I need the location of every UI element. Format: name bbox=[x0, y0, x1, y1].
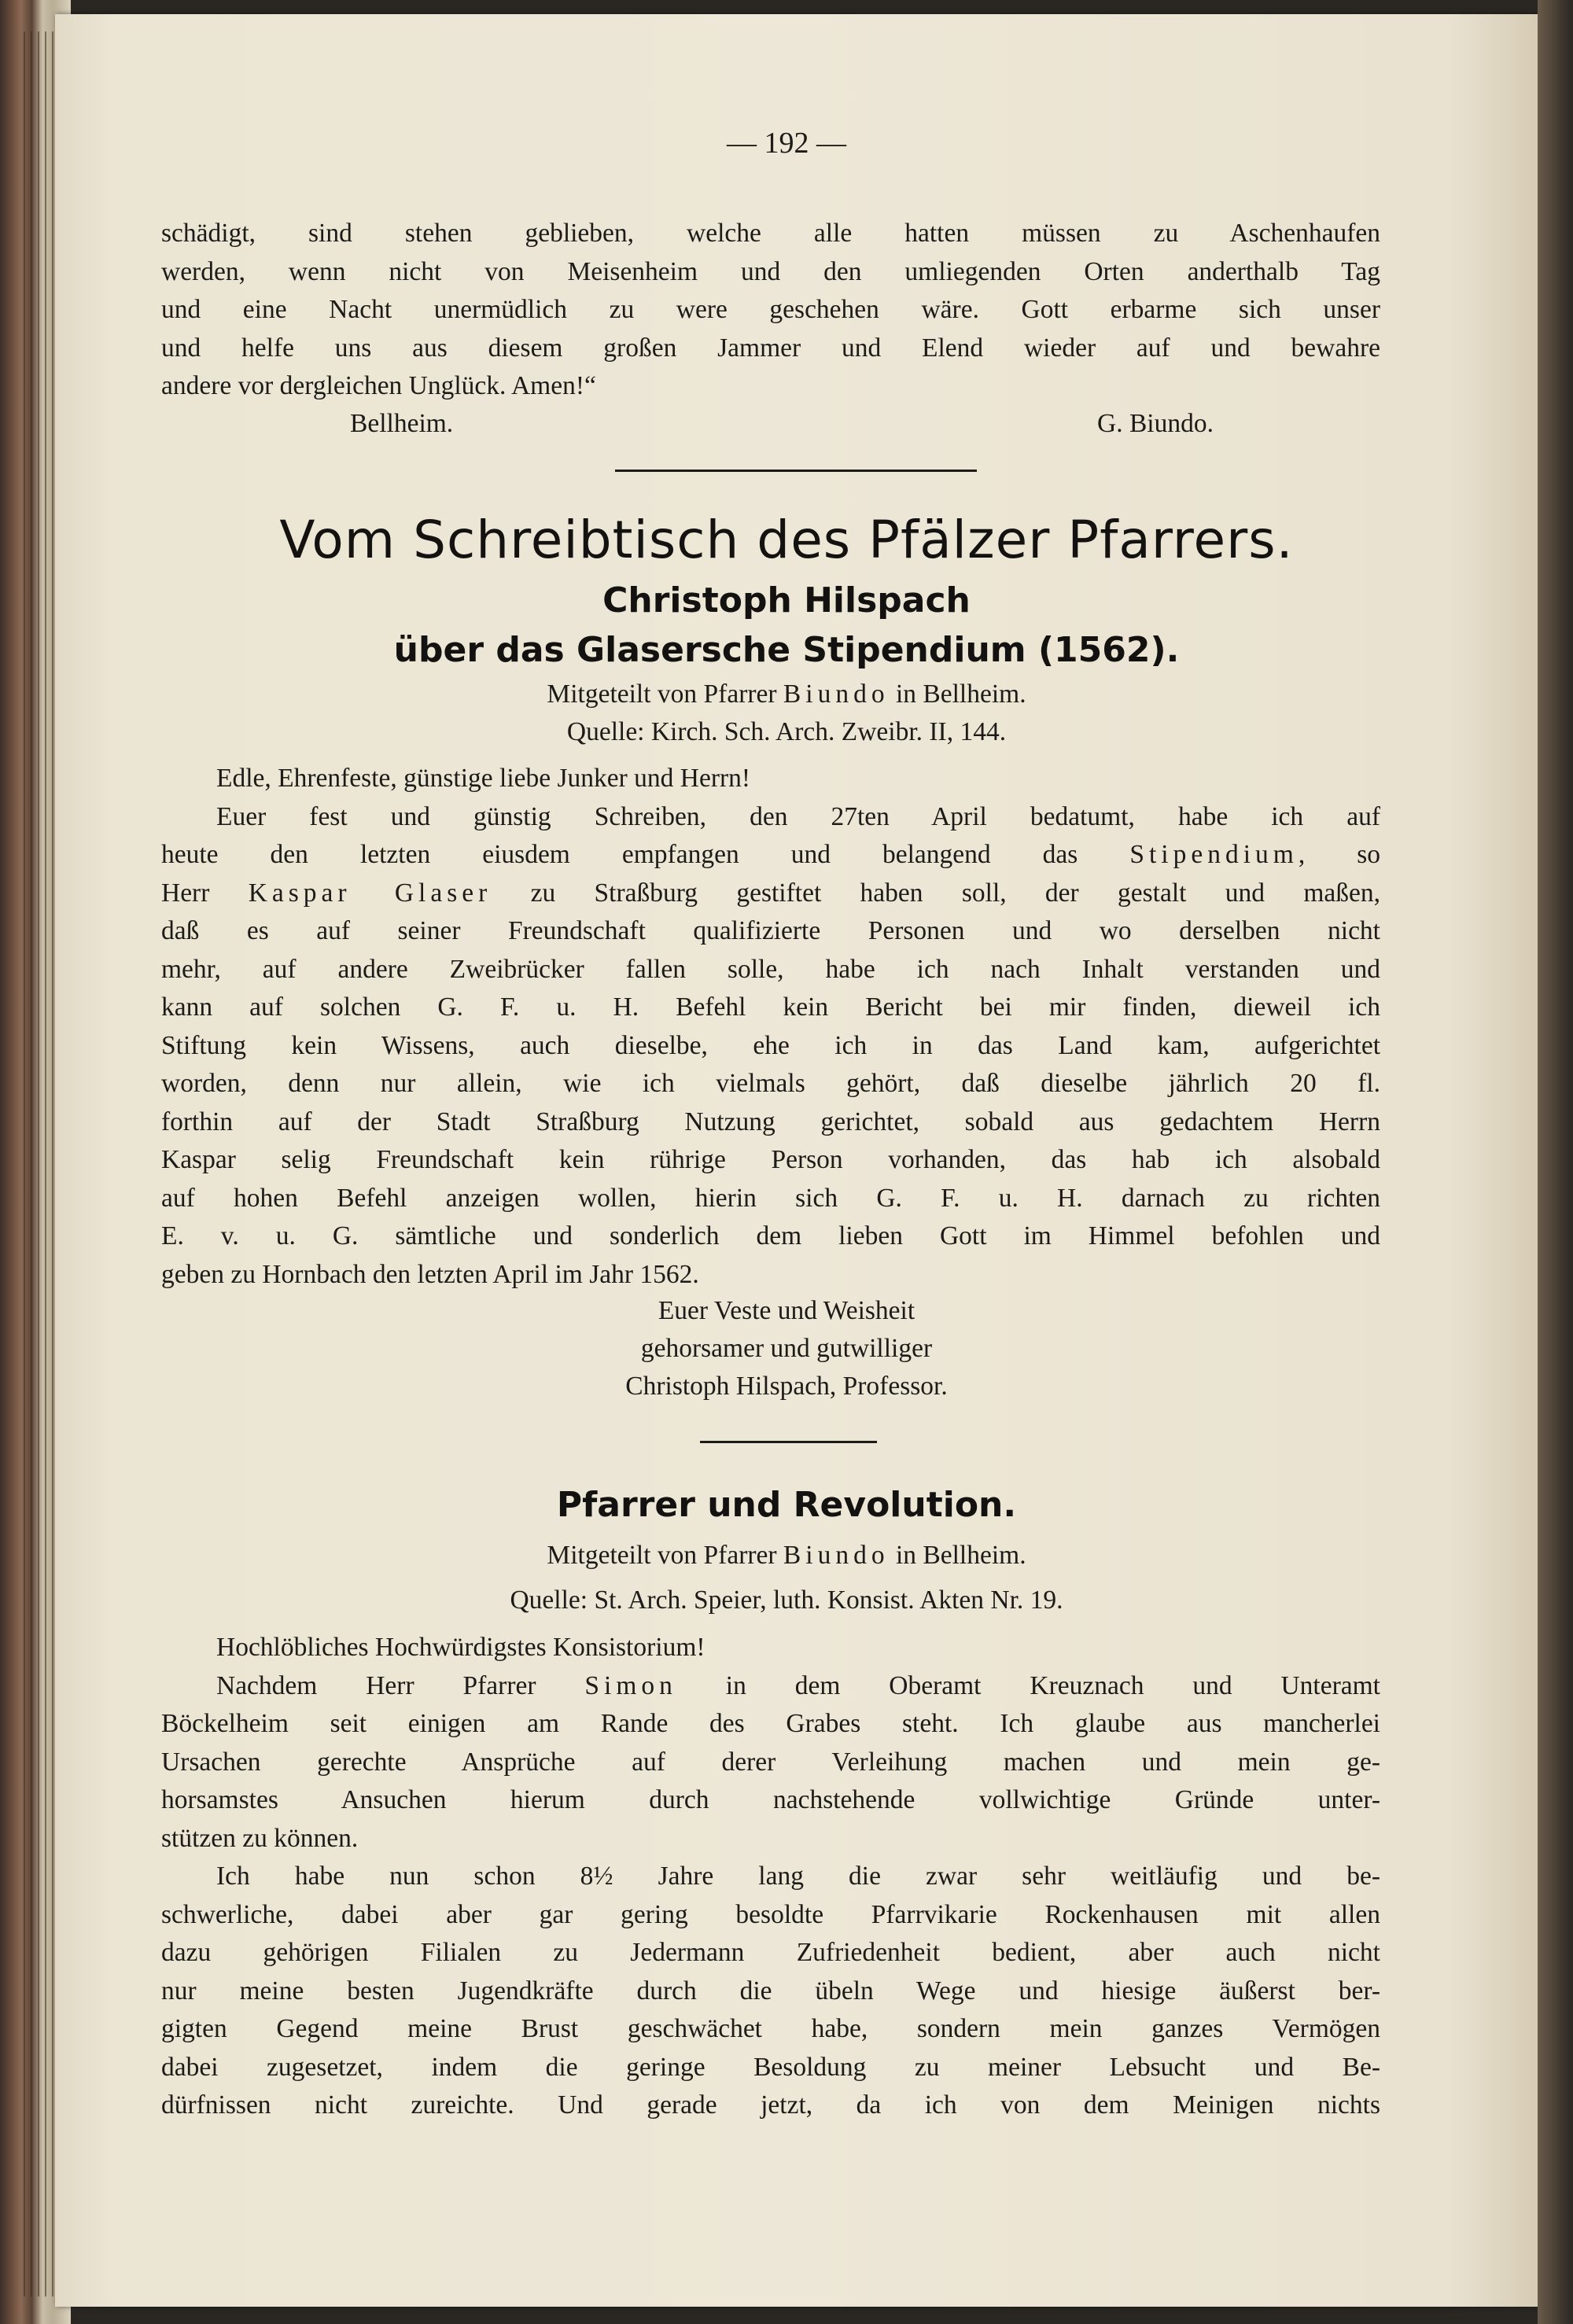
text-line: nur meine besten Jugendkräfte durch die übeln Wege und hiesige äußerst ber- bbox=[161, 1976, 1380, 2005]
text-line: horsamstes Ansuchen hierum durch nachstehende vollwichtige Gründe unter- bbox=[161, 1785, 1380, 1814]
text-span: Herr bbox=[161, 878, 249, 908]
page-number: — 192 — bbox=[727, 127, 846, 160]
spaced-word: Stipendium bbox=[1129, 840, 1299, 869]
contributed-suffix: in Bellheim. bbox=[889, 680, 1026, 709]
text-line: forthin auf der Stadt Straßburg Nutzung gerichtet, sobald aus gedachtem Herrn bbox=[161, 1107, 1380, 1136]
text-line: gigten Gegend meine Brust geschwächet habe, sondern mein ganzes Vermögen bbox=[161, 2014, 1380, 2043]
text-line: andere vor dergleichen Unglück. Amen!“ bbox=[161, 371, 596, 400]
text-line: auf hohen Befehl anzeigen wollen, hierin sich G. F. u. H. darnach zu richten bbox=[161, 1183, 1380, 1213]
article1-body bbox=[161, 760, 1380, 1294]
text-line: geben zu Hornbach den letzten April im Jahr 1562. bbox=[161, 1259, 699, 1289]
divider-rule bbox=[615, 470, 977, 472]
text-line: werden, wenn nicht von Meisenheim und den umliegenden Orten anderthalb Tag bbox=[161, 256, 1380, 286]
text-line bbox=[161, 875, 1380, 913]
contributed-by bbox=[0, 680, 1573, 709]
article2-body bbox=[161, 1629, 1380, 2125]
text-line: und eine Nacht unermüdlich zu were geschehen wäre. Gott erbarme sich unser bbox=[161, 295, 1380, 324]
signature-name: G. Biundo. bbox=[1097, 409, 1214, 438]
contributed-prefix: Mitgeteilt von Pfarrer bbox=[547, 1541, 783, 1570]
text-line: Euer fest und günstig Schreiben, den 27ten April bedatumt, habe ich auf bbox=[216, 801, 1380, 831]
spaced-word: Simon bbox=[584, 1670, 677, 1700]
article-title-line1: Christoph Hilspach bbox=[602, 580, 971, 621]
text-span: , so bbox=[1298, 840, 1380, 869]
salutation: Hochlöbliches Hochwürdigstes Konsistorium! bbox=[216, 1633, 705, 1662]
text-line: dazu gehörigen Filialen zu Jedermann Zufriedenheit bedient, aber auch nicht bbox=[161, 1938, 1380, 1967]
text-line bbox=[161, 836, 1380, 875]
source-line: Quelle: Kirch. Sch. Arch. Zweibr. II, 144. bbox=[566, 717, 1007, 746]
right-shadow bbox=[1538, 0, 1573, 2324]
text-line bbox=[161, 1667, 1380, 1706]
text-line: schädigt, sind stehen geblieben, welche alle hatten müssen zu Aschenhaufen bbox=[161, 219, 1380, 248]
contributed-prefix: Mitgeteilt von Pfarrer bbox=[547, 680, 783, 709]
text-span: Nachdem Herr Pfarrer bbox=[216, 1670, 585, 1700]
text-line: daß es auf seiner Freundschaft qualifizierte Personen und wo derselben nicht bbox=[161, 916, 1380, 945]
contributed-by bbox=[0, 1541, 1573, 1571]
contributor-name: Biundo bbox=[783, 680, 890, 709]
contributor-name: Biundo bbox=[783, 1541, 890, 1570]
text-line: Kaspar selig Freundschaft kein rührige Person vorhanden, das hab ich alsobald bbox=[161, 1145, 1380, 1174]
text-span: in dem Oberamt Kreuznach und Unteramt bbox=[676, 1670, 1380, 1700]
text-line: und helfe uns aus diesem großen Jammer und Elend wieder auf und bewahre bbox=[161, 333, 1380, 363]
text-line: worden, denn nur allein, wie ich vielmals gehört, daß dieselbe jährlich 20 fl. bbox=[161, 1069, 1380, 1098]
signature-place: Bellheim. bbox=[350, 409, 454, 438]
source-line: Quelle: St. Arch. Speier, luth. Konsist. Akten Nr. 19. bbox=[510, 1586, 1063, 1615]
section-title: Vom Schreibtisch des Pfälzer Pfarrers. bbox=[279, 510, 1294, 570]
article-title-line2: über das Glasersche Stipendium (1562). bbox=[393, 630, 1180, 670]
text-line: Böckelheim seit einigen am Rande des Grabes steht. Ich glaube aus mancherlei bbox=[161, 1709, 1380, 1738]
text-span: heute den letzten eiusdem empfangen und belangend das bbox=[161, 840, 1130, 869]
text-line: Ich habe nun schon 8½ Jahre lang die zwar sehr weitläufig und be- bbox=[216, 1862, 1380, 1891]
closing-signature: Christoph Hilspach, Professor. bbox=[625, 1372, 948, 1401]
closing-line: gehorsamer und gutwilliger bbox=[640, 1334, 933, 1363]
text-line: mehr, auf andere Zweibrücker fallen solle, habe ich nach Inhalt verstanden und bbox=[161, 954, 1380, 984]
intro-block bbox=[161, 215, 1380, 406]
closing-line: Euer Veste und Weisheit bbox=[658, 1296, 915, 1325]
text-line: schwerliche, dabei aber gar gering besoldte Pfarrvikarie Rockenhausen mit allen bbox=[161, 1899, 1380, 1929]
text-line: Ursachen gerechte Ansprüche auf derer Verleihung machen und mein ge- bbox=[161, 1747, 1380, 1777]
salutation: Edle, Ehrenfeste, günstige liebe Junker und Herrn! bbox=[216, 764, 751, 793]
contributed-suffix: in Bellheim. bbox=[889, 1541, 1026, 1570]
spaced-word: Kaspar Glaser bbox=[248, 878, 492, 908]
text-line: dabei zugesetzet, indem die geringe Besoldung zu meiner Lebsucht und Be- bbox=[161, 2052, 1380, 2082]
text-line: kann auf solchen G. F. u. H. Befehl kein Bericht bei mir finden, dieweil ich bbox=[161, 993, 1380, 1022]
text-line: dürfnissen nicht zureichte. Und gerade jetzt, da ich von dem Meinigen nichts bbox=[161, 2090, 1380, 2120]
text-line: stützen zu können. bbox=[161, 1823, 359, 1853]
divider-rule bbox=[700, 1441, 877, 1443]
text-line: Stiftung kein Wissens, auch dieselbe, ehe ich in das Land kam, aufgerichtet bbox=[161, 1030, 1380, 1060]
text-line: E. v. u. G. sämtliche und sonderlich dem lieben Gott im Himmel befohlen und bbox=[161, 1221, 1380, 1250]
article2-title: Pfarrer und Revolution. bbox=[556, 1485, 1017, 1525]
text-span: zu Straßburg gestiftet haben soll, der gestalt und maßen, bbox=[492, 878, 1380, 908]
